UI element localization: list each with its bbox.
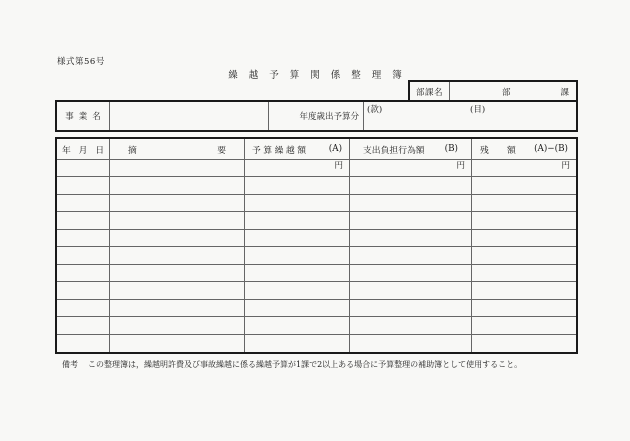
ledger-cell-r5-c2[interactable] bbox=[110, 230, 245, 247]
ledger-cell-r10-c1[interactable] bbox=[57, 317, 110, 334]
ledger-cell-r9-c5[interactable] bbox=[472, 300, 576, 317]
ledger-cell-r11-c5[interactable] bbox=[472, 335, 576, 352]
ledger-cell-r10-c5[interactable] bbox=[472, 317, 576, 334]
summary-right-label: 要 bbox=[217, 145, 226, 156]
ledger-cell-r4-c5[interactable] bbox=[472, 212, 576, 229]
ledger-cell-r8-c5[interactable] bbox=[472, 282, 576, 299]
ledger-cell-r2-c5[interactable] bbox=[472, 177, 576, 194]
division-suffix-label: 部 bbox=[502, 88, 511, 98]
expenditure-amount-label: 支出負担行為額 bbox=[363, 145, 425, 156]
ledger-cell-r9-c2[interactable] bbox=[110, 300, 245, 317]
summary-left-label: 摘 bbox=[128, 145, 137, 156]
ledger-cell-r9-c3[interactable] bbox=[245, 300, 350, 317]
ledger-cell-r11-c1[interactable] bbox=[57, 335, 110, 352]
ledger-cell-r10-c4[interactable] bbox=[350, 317, 472, 334]
department-name-field[interactable] bbox=[450, 82, 576, 102]
remarks-text: この整理簿は，繰越明許費及び事故繰越に係る繰越予算が1課で2以上ある場合に予算整理の補助簿として使用すること。 bbox=[88, 360, 523, 369]
ledger-cell-r8-c4[interactable] bbox=[350, 282, 472, 299]
ledger-cell-r2-c4[interactable] bbox=[350, 177, 472, 194]
header-date bbox=[57, 139, 110, 160]
ledger-cell-r6-c5[interactable] bbox=[472, 247, 576, 264]
ledger-cell-r2-c3[interactable] bbox=[245, 177, 350, 194]
carryover-code-label: (A) bbox=[328, 144, 342, 154]
ledger-cell-r1-c1[interactable] bbox=[57, 160, 110, 177]
ledger-cell-r9-c4[interactable] bbox=[350, 300, 472, 317]
ledger-cell-r6-c2[interactable] bbox=[110, 247, 245, 264]
ledger-cell-r5-c4[interactable] bbox=[350, 230, 472, 247]
yen-unit-label: 円 bbox=[456, 161, 465, 171]
form-title: 繰越予算関係整理簿 bbox=[228, 70, 413, 81]
month-label: 月 bbox=[78, 145, 88, 156]
ledger-cell-r7-c1[interactable] bbox=[57, 265, 110, 282]
ledger-cell-r7-c3[interactable] bbox=[245, 265, 350, 282]
ledger-cell-r3-c1[interactable] bbox=[57, 195, 110, 212]
yen-unit-label: 円 bbox=[561, 161, 570, 171]
balance-code-label: (A)−(B) bbox=[534, 144, 568, 154]
department-name-box bbox=[408, 80, 578, 102]
header-expenditure bbox=[350, 139, 472, 160]
ledger-cell-r3-c2[interactable] bbox=[110, 195, 245, 212]
ledger-cell-r7-c4[interactable] bbox=[350, 265, 472, 282]
form-number: 様式第56号 bbox=[57, 57, 105, 67]
ledger-cell-r10-c3[interactable] bbox=[245, 317, 350, 334]
ledger-cell-r4-c3[interactable] bbox=[245, 212, 350, 229]
header-balance bbox=[472, 139, 576, 160]
ledger-cell-r8-c3[interactable] bbox=[245, 282, 350, 299]
ledger-cell-r2-c2[interactable] bbox=[110, 177, 245, 194]
header-summary bbox=[110, 139, 245, 160]
ledger-cell-r1-c3[interactable] bbox=[245, 160, 350, 177]
balance-left-label: 残 bbox=[480, 145, 489, 156]
ledger-cell-r8-c2[interactable] bbox=[110, 282, 245, 299]
ledger-table bbox=[55, 137, 578, 354]
project-name-label: 事業名 bbox=[57, 102, 110, 130]
year-label: 年 bbox=[62, 145, 71, 156]
section-suffix-label: 課 bbox=[560, 88, 569, 98]
balance-right-label: 額 bbox=[507, 145, 516, 156]
ledger-cell-r7-c5[interactable] bbox=[472, 265, 576, 282]
ledger-cell-r6-c3[interactable] bbox=[245, 247, 350, 264]
kan-section-label: (款) bbox=[367, 105, 383, 115]
ledger-cell-r5-c1[interactable] bbox=[57, 230, 110, 247]
ledger-cell-r2-c1[interactable] bbox=[57, 177, 110, 194]
fiscal-year-budget-label: 年度歳出予算分 bbox=[269, 102, 364, 130]
department-name-label: 部課名 bbox=[410, 82, 450, 102]
ledger-cell-r11-c2[interactable] bbox=[110, 335, 245, 352]
remarks-note bbox=[62, 359, 582, 370]
ledger-cell-r4-c2[interactable] bbox=[110, 212, 245, 229]
ledger-cell-r8-c1[interactable] bbox=[57, 282, 110, 299]
remarks-label: 備考 bbox=[62, 360, 78, 369]
ledger-cell-r3-c4[interactable] bbox=[350, 195, 472, 212]
budget-classification-field[interactable] bbox=[364, 102, 576, 130]
ledger-cell-r5-c5[interactable] bbox=[472, 230, 576, 247]
yen-unit-label: 円 bbox=[334, 161, 343, 171]
header-budget-carryover bbox=[245, 139, 350, 160]
ledger-cell-r1-c2[interactable] bbox=[110, 160, 245, 177]
ledger-cell-r6-c1[interactable] bbox=[57, 247, 110, 264]
ledger-cell-r1-c4[interactable] bbox=[350, 160, 472, 177]
ledger-cell-r11-c3[interactable] bbox=[245, 335, 350, 352]
ledger-cell-r9-c1[interactable] bbox=[57, 300, 110, 317]
project-name-field[interactable] bbox=[110, 102, 269, 130]
project-box bbox=[55, 100, 578, 132]
day-label: 日 bbox=[95, 145, 104, 156]
ledger-cell-r5-c3[interactable] bbox=[245, 230, 350, 247]
ledger-cell-r6-c4[interactable] bbox=[350, 247, 472, 264]
ledger-cell-r4-c1[interactable] bbox=[57, 212, 110, 229]
ledger-cell-r11-c4[interactable] bbox=[350, 335, 472, 352]
ledger-cell-r7-c2[interactable] bbox=[110, 265, 245, 282]
ledger-cell-r1-c5[interactable] bbox=[472, 160, 576, 177]
ledger-cell-r3-c3[interactable] bbox=[245, 195, 350, 212]
expenditure-code-label: (B) bbox=[444, 144, 458, 154]
carryover-amount-label: 予算繰越額 bbox=[252, 145, 309, 156]
ledger-cell-r3-c5[interactable] bbox=[472, 195, 576, 212]
ledger-cell-r10-c2[interactable] bbox=[110, 317, 245, 334]
me-item-label: (目) bbox=[470, 105, 486, 115]
ledger-cell-r4-c4[interactable] bbox=[350, 212, 472, 229]
